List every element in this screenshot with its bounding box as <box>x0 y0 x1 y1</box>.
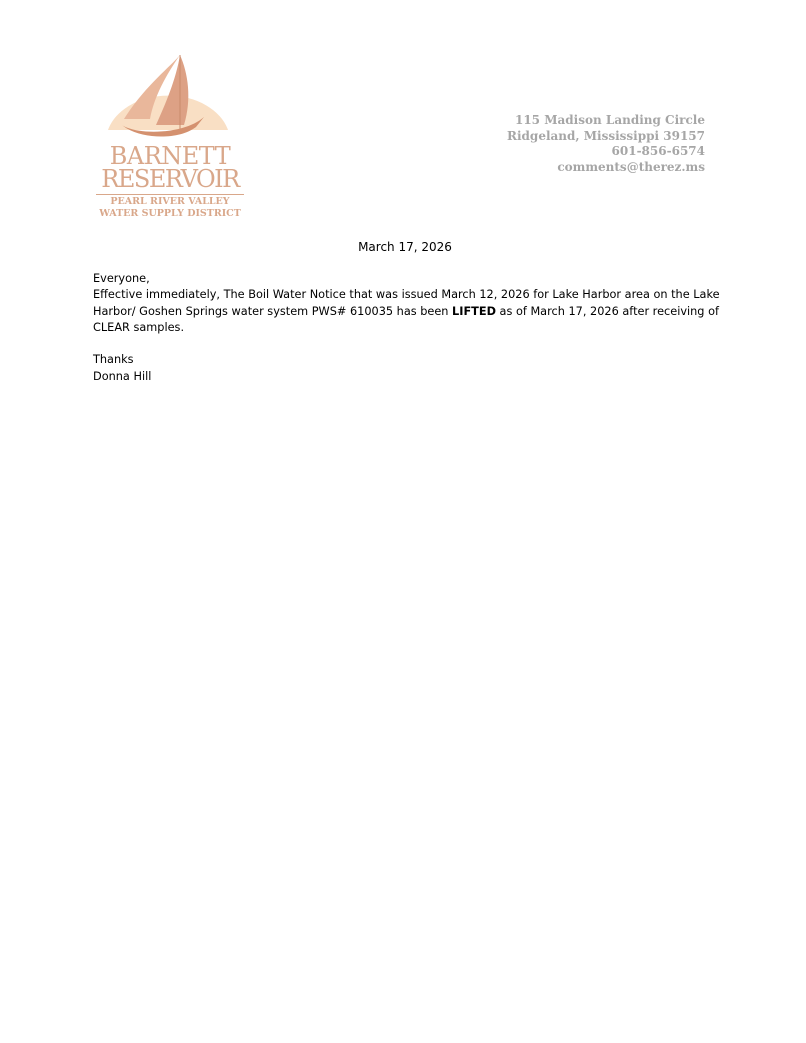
address-phone: 601-856-6574 <box>611 144 705 159</box>
logo-name-line1: BARNETT <box>109 142 231 170</box>
blank-line <box>93 336 705 352</box>
logo-divider <box>96 194 244 195</box>
closing: Thanks <box>93 353 134 367</box>
letter-body <box>93 271 720 385</box>
logo-name-line2: RESERVOIR <box>101 165 239 193</box>
logo-district-line2: WATER SUPPLY DISTRICT <box>99 208 241 219</box>
salutation: Everyone, <box>93 272 150 285</box>
lifted-emphasis: LIFTED <box>452 304 496 318</box>
logo-district-line1: PEARL RIVER VALLEY <box>110 196 230 207</box>
letterhead-address <box>507 113 705 176</box>
body-line-2-end: as of March 17, 2026 after receiving of <box>495 304 719 318</box>
letter-date: March 17, 2026 <box>358 240 452 254</box>
address-city-state-zip: Ridgeland, Mississippi 39157 <box>507 128 705 143</box>
address-street: 115 Madison Landing Circle <box>514 113 705 127</box>
barnett-reservoir-logo <box>92 55 248 221</box>
body-line-1: Effective immediately, The Boil Water Notice that was issued March 12, 2026 for Lake Harbor area on the Lake <box>93 288 720 302</box>
body-line-2 <box>93 304 719 320</box>
body-line-2-start: Harbor/ Goshen Springs water system PWS# 610035 has been <box>93 304 453 318</box>
body-line-3: CLEAR samples. <box>93 320 185 334</box>
signature: Donna Hill <box>93 369 152 383</box>
address-email: comments@therez.ms <box>557 160 705 175</box>
sailboat-sun-icon <box>92 55 248 145</box>
